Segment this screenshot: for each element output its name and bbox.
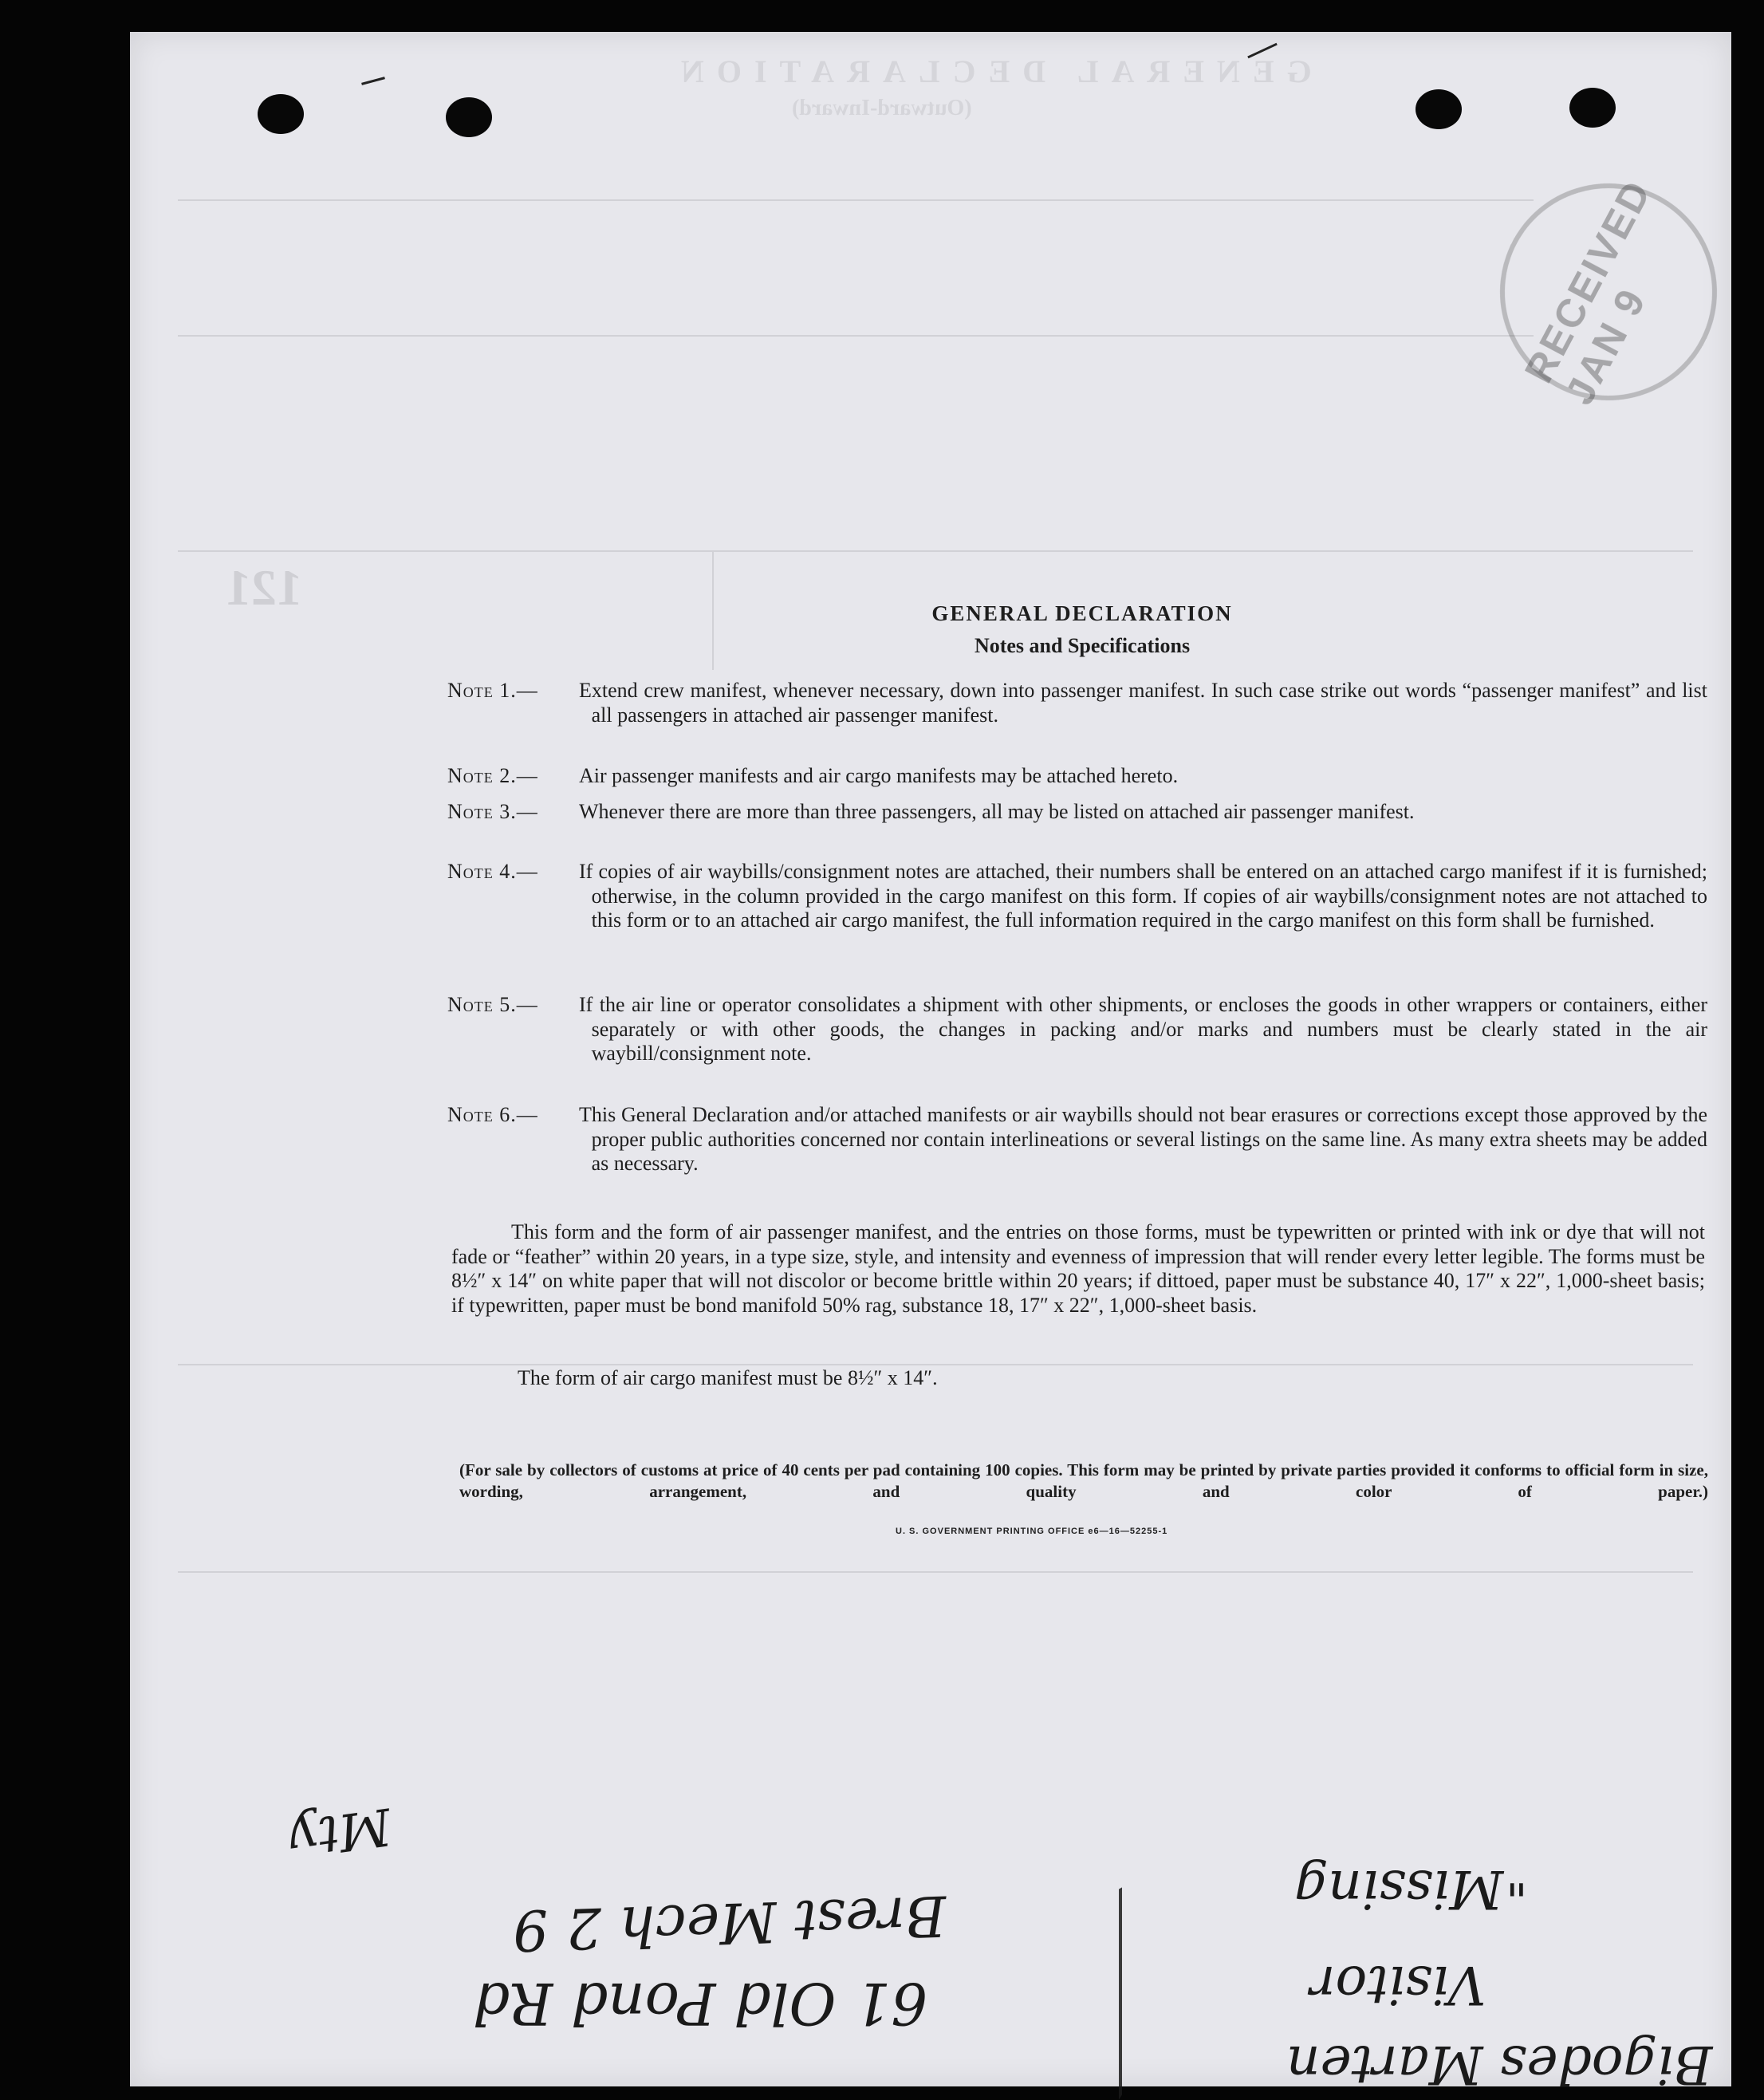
note-label: Note 5.— [447, 993, 538, 1016]
note-label: Note 1.— [447, 679, 538, 702]
punch-hole-left [258, 94, 304, 134]
punch-hole-center [446, 97, 492, 137]
handwriting-street: 61 Old Pond Rd [473, 1970, 928, 2037]
note-text: If copies of air waybills/consignment notes are attached, their numbers shall be entered on an attached cargo manifest if it is furnished; otherwise, in the column provided in the cargo manifest on this form. If copies of air waybills/consignment notes are not attached to this form or to an attached air cargo manifest, the full information required in the cargo manifest on this form shall be furnished. [579, 860, 1707, 932]
format-paragraph: This form and the form of air passenger manifest, and the entries on those forms, must be typewritten or printed with ink or dye that will not fade or “feather” within 20 years, in a type size, style, and intensity and evenness of impression that will render every letter legible. The forms must be 8½″ x 14″ on white paper that will not discolor or become brittle within 20 years; if dittoed, paper must be substance 40, 17″ x 22″, 1,000-sheet basis; if typewritten, paper must be bond manifold 50% rag, substance 18, 17″ x 22″, 1,000-sheet basis. [451, 1220, 1705, 1317]
punch-hole-right-1 [1416, 89, 1462, 129]
handwriting-ditto: " [1506, 1874, 1528, 1930]
handwriting-status: Visitor [1310, 1954, 1486, 2015]
note-label: Note 2.— [447, 764, 538, 787]
check-mark [361, 77, 385, 85]
sale-note: (For sale by collectors of customs at price of 40 cents per pad containing 100 copies. This form may be printed by private parties provided it conforms to official form in size, wording, arrangement, and quality and color of paper.) [459, 1460, 1708, 1501]
ghost-subtitle: (Outward-Inward) [792, 96, 972, 120]
handwriting-bracket [1119, 1827, 1226, 2099]
ghost-number: 121 [226, 559, 302, 616]
document-page [130, 32, 1731, 2095]
note-2 [447, 764, 1707, 789]
printer-line: U. S. GOVERNMENT PRINTING OFFICE e6—16—52255-1 [896, 1527, 1168, 1536]
document-subtitle: Notes and Specifications [974, 634, 1191, 657]
note-text: Whenever there are more than three passengers, all may be listed on attached air passenger manifest. [579, 800, 1415, 823]
punch-hole-right-2 [1569, 88, 1616, 128]
handwriting-name: Bigodes Marten [1286, 2034, 1713, 2095]
note-label: Note 4.— [447, 860, 538, 883]
note-5 [447, 993, 1707, 1066]
note-text: Air passenger manifests and air cargo manifests may be attached hereto. [579, 764, 1179, 787]
note-text: If the air line or operator consolidates a shipment with other shipments, or encloses the goods in other wrappers or containers, either separately or with other goods, the changes in packing and/or marks and numbers must be clearly stated in the air waybill/consignment note. [579, 993, 1707, 1065]
ghost-title: GENERAL DECLARATION [668, 53, 1312, 89]
note-label: Note 6.— [447, 1103, 538, 1126]
note-6 [447, 1103, 1707, 1176]
handwriting-abbrev: Mty [285, 1795, 395, 1869]
handwriting-address: Brest Mech 2 9 [511, 1882, 947, 1964]
document-title: GENERAL DECLARATION [931, 601, 1233, 625]
cargo-manifest-paragraph: The form of air cargo manifest must be 8½″ x 14″. [518, 1366, 938, 1389]
note-label: Note 3.— [447, 800, 538, 823]
note-4 [447, 860, 1707, 933]
note-3 [447, 800, 1707, 825]
note-1 [447, 679, 1707, 727]
note-text: This General Declaration and/or attached manifests or air waybills should not bear erasures or corrections except those approved by the proper public authorities concerned nor contain interlineations or several listings on the same line. As many extra sheets may be added as necessary. [579, 1103, 1707, 1175]
handwriting-missing: Missing [1294, 1858, 1504, 1920]
note-text: Extend crew manifest, whenever necessary, down into passenger manifest. In such case strike out words “passenger manifest” and list all passengers in attached air passenger manifest. [579, 679, 1707, 727]
received-stamp-text: RECEIVED JAN 9 [1516, 171, 1660, 412]
